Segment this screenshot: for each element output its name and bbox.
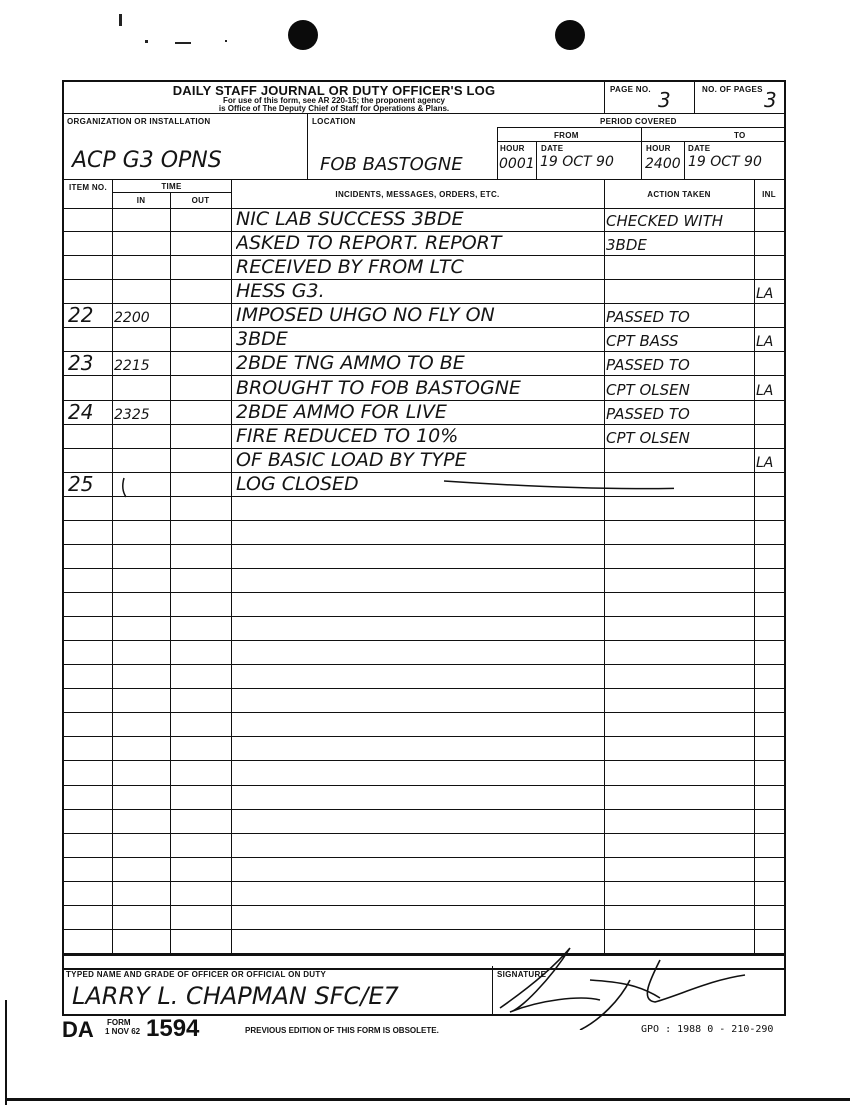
footer-name-label: TYPED NAME AND GRADE OF OFFICER OR OFFICIAL ON DUTY bbox=[66, 970, 327, 979]
table-row bbox=[64, 834, 784, 858]
form-id-form: FORM bbox=[107, 1018, 131, 1027]
inl-cell: LA bbox=[756, 335, 774, 350]
location-value: FOB BASTOGNE bbox=[320, 154, 463, 175]
col-incidents-label: INCIDENTS, MESSAGES, ORDERS, ETC. bbox=[335, 190, 500, 199]
table-row bbox=[64, 449, 784, 473]
item-no-cell: 23 bbox=[68, 353, 94, 374]
staff-journal-form bbox=[62, 80, 786, 970]
form-id-da: DA bbox=[62, 1017, 94, 1042]
incident-cell: FIRE REDUCED TO 10% bbox=[236, 426, 459, 446]
scan-speck bbox=[175, 42, 191, 44]
incident-cell: IMPOSED UHGO NO FLY ON bbox=[236, 306, 495, 326]
scan-speck bbox=[225, 40, 227, 42]
time-in-cell: 2325 bbox=[114, 407, 150, 422]
incident-cell: NIC LAB SUCCESS 3BDE bbox=[236, 210, 464, 230]
inl-cell: LA bbox=[756, 455, 774, 470]
col-time-label: TIME bbox=[161, 182, 182, 191]
col-out-label: OUT bbox=[191, 196, 210, 205]
no-of-pages-label: NO. OF PAGES bbox=[702, 85, 763, 94]
footer-name-value: LARRY L. CHAPMAN SFC/E7 bbox=[72, 982, 399, 1010]
table-row bbox=[64, 641, 784, 665]
gpo-note: GPO : 1988 0 - 210-290 bbox=[641, 1024, 774, 1035]
col-in-label: IN bbox=[136, 196, 146, 205]
to-date-label: DATE bbox=[688, 144, 711, 153]
from-hour-value: 0001 bbox=[499, 156, 535, 172]
action-cell: CHECKED WITH bbox=[606, 214, 724, 230]
form-id-nov: 1 NOV 62 bbox=[105, 1027, 141, 1036]
table-row bbox=[64, 376, 784, 400]
signature-scribble bbox=[480, 940, 770, 1030]
table-row bbox=[64, 425, 784, 449]
from-label: FROM bbox=[554, 131, 579, 140]
table-row bbox=[64, 352, 784, 376]
action-cell: PASSED TO bbox=[606, 358, 690, 374]
table-row bbox=[64, 208, 784, 232]
form-subtitle-1: For use of this form, see AR 220-15; the proponent agency bbox=[223, 96, 445, 105]
to-label: TO bbox=[734, 131, 746, 140]
table-row bbox=[64, 906, 784, 930]
inl-cell: LA bbox=[756, 383, 774, 398]
table-row bbox=[64, 569, 784, 593]
incident-cell: OF BASIC LOAD BY TYPE bbox=[236, 450, 467, 470]
from-date-label: DATE bbox=[541, 144, 564, 153]
table-row bbox=[64, 761, 784, 785]
incident-cell: HESS G3. bbox=[236, 282, 325, 302]
table-row bbox=[64, 545, 784, 569]
action-cell: CPT BASS bbox=[606, 334, 679, 350]
table-row bbox=[64, 858, 784, 882]
page-no-label: PAGE NO. bbox=[610, 85, 651, 94]
inl-cell: LA bbox=[756, 287, 774, 302]
incident-cell: ASKED TO REPORT. REPORT bbox=[236, 234, 502, 254]
time-in-cell: 2215 bbox=[114, 359, 150, 374]
no-of-pages-value: 3 bbox=[764, 88, 777, 112]
table-row bbox=[64, 593, 784, 617]
form-id-number: 1594 bbox=[146, 1015, 200, 1042]
col-item-label: ITEM NO. bbox=[69, 183, 107, 192]
time-in-cell: 2200 bbox=[114, 311, 150, 326]
punch-hole-right bbox=[555, 20, 585, 50]
footer-signature-label: SIGNATURE bbox=[497, 970, 547, 979]
incident-cell: 2BDE AMMO FOR LIVE bbox=[236, 402, 447, 422]
table-row bbox=[64, 304, 784, 328]
action-cell: PASSED TO bbox=[606, 310, 690, 326]
to-date-value: 19 OCT 90 bbox=[688, 154, 762, 170]
item-no-cell: 25 bbox=[68, 473, 94, 494]
col-action-label: ACTION TAKEN bbox=[647, 190, 711, 199]
form-subtitle-2: is Office of The Deputy Chief of Staff for Operations & Plans. bbox=[218, 104, 450, 113]
table-row bbox=[64, 232, 784, 256]
incident-cell: 3BDE bbox=[236, 330, 288, 350]
form-title: DAILY STAFF JOURNAL OR DUTY OFFICER'S LOG bbox=[172, 83, 496, 98]
incident-cell: RECEIVED BY FROM LTC bbox=[236, 258, 464, 278]
table-row bbox=[64, 617, 784, 641]
table-row bbox=[64, 737, 784, 761]
scan-border-bottom bbox=[5, 1098, 850, 1101]
org-label: ORGANIZATION OR INSTALLATION bbox=[67, 117, 211, 126]
scan-speck bbox=[119, 14, 122, 26]
period-covered-label: PERIOD COVERED bbox=[600, 117, 677, 126]
table-row bbox=[64, 521, 784, 545]
punch-hole-left bbox=[288, 20, 318, 50]
incident-cell: BROUGHT TO FOB BASTOGNE bbox=[236, 378, 521, 398]
previous-edition-note: PREVIOUS EDITION OF THIS FORM IS OBSOLETE. bbox=[245, 1026, 439, 1035]
table-row bbox=[64, 689, 784, 713]
incident-cell: 2BDE TNG AMMO TO BE bbox=[236, 354, 465, 374]
table-row bbox=[64, 665, 784, 689]
action-cell: PASSED TO bbox=[606, 406, 690, 422]
to-hour-label: HOUR bbox=[646, 144, 671, 153]
table-row bbox=[64, 280, 784, 304]
table-row bbox=[64, 810, 784, 834]
table-row bbox=[64, 713, 784, 737]
scan-border-left bbox=[5, 1000, 7, 1105]
table-row bbox=[64, 256, 784, 280]
incident-cell: LOG CLOSED bbox=[236, 474, 359, 494]
table-row bbox=[64, 882, 784, 906]
form-title-block bbox=[144, 84, 524, 113]
table-row bbox=[64, 328, 784, 352]
item-no-cell: 24 bbox=[68, 401, 94, 422]
journal-rows bbox=[64, 208, 784, 954]
page-no-value: 3 bbox=[658, 88, 671, 112]
col-inl-label: INL bbox=[762, 190, 776, 199]
location-label: LOCATION bbox=[312, 117, 356, 126]
action-cell: CPT OLSEN bbox=[606, 382, 690, 398]
scan-speck bbox=[145, 40, 148, 43]
table-row bbox=[64, 786, 784, 810]
from-hour-label: HOUR bbox=[500, 144, 525, 153]
to-hour-value: 2400 bbox=[645, 156, 681, 172]
item-no-cell: 22 bbox=[68, 305, 94, 326]
table-row bbox=[64, 401, 784, 425]
from-date-value: 19 OCT 90 bbox=[540, 154, 614, 170]
action-cell: CPT OLSEN bbox=[606, 430, 690, 446]
action-cell: 3BDE bbox=[606, 238, 647, 254]
log-closed-arrow bbox=[114, 473, 674, 503]
org-value: ACP G3 OPNS bbox=[72, 148, 222, 173]
